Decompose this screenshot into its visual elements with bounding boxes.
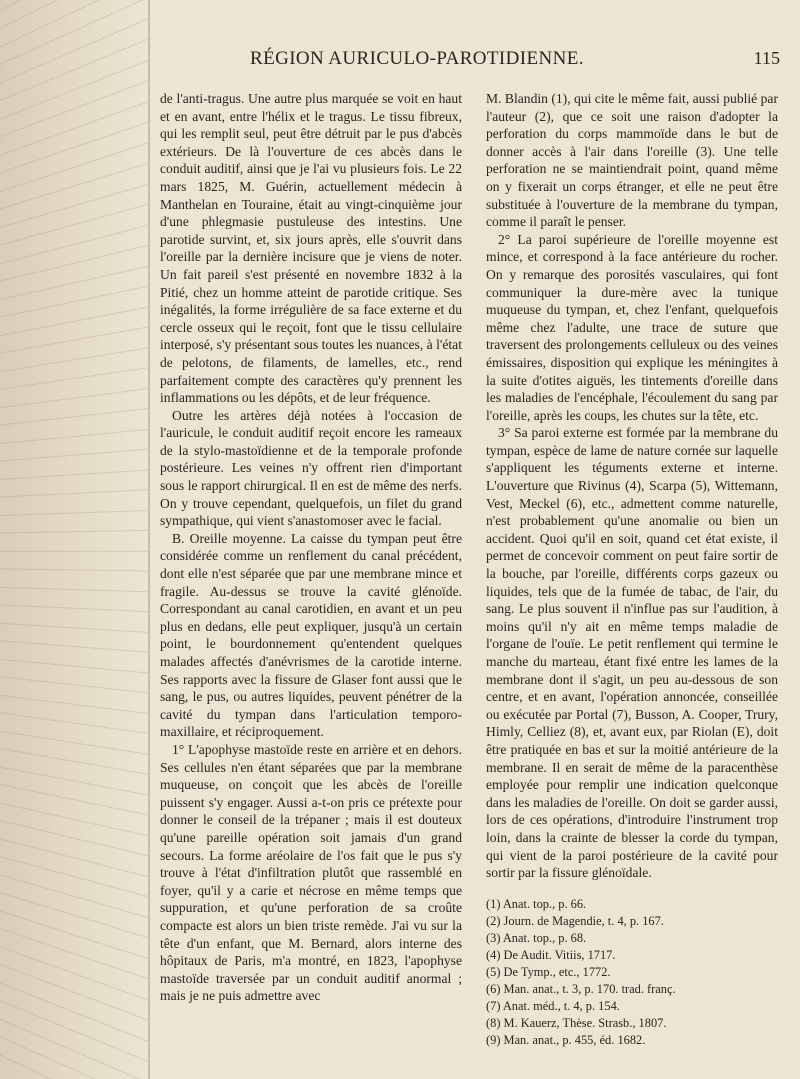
footnote: (9) Man. anat., p. 455, éd. 1682. xyxy=(486,1032,646,1047)
running-title: RÉGION AURICULO-PAROTIDIENNE. xyxy=(250,48,584,69)
footnotes xyxy=(486,896,778,1049)
paragraph: Outre les artères déjà notées à l'occasion de l'auricule, le conduit auditif reçoit encore les rameaux de la stylo-mastoïdienne et de la temporale profonde postérieure. Les veines n'y offrent rien d'important sous le rapport chirurgical. Il en est de même des nerfs. On y trouve cependant, quelquefois, un filet du grand sympathique, qui vient s'anastomoser avec le facial. xyxy=(160,407,462,529)
footnote: (1) Anat. top., p. 66. xyxy=(486,896,587,911)
page-gutter xyxy=(148,0,150,1079)
paragraph: 1° L'apophyse mastoïde reste en arrière et en dehors. Ses cellules n'en étant séparées que par la membrane muqueuse, on conçoit que les abcès de l'oreille puissent s'y engager. Aussi a-t-on pris ce prétexte pour donner le conseil de la trépaner ; mais il est douteux qu'une pareille opération soit jamais d'un grand secours. La forme aréolaire de l'os fait que le pus s'y trouve à l'état d'infiltration plutôt que rassemblé en foyer, qu'il y a carie et nécrose en même temps que suppuration, et qu'une perforation de sa croûte compacte est alors un bien triste remède. J'ai vu sur la tête d'un enfant, que M. Bernard, alors interne des hôpitaux de Paris, m'a montré, en 1823, l'apophyse mastoïde traversée par un conduit auditif anormal ; mais je ne puis admettre avec xyxy=(160,741,462,1004)
bleed-line xyxy=(0,485,150,508)
paragraph: B. Oreille moyenne. La caisse du tympan peut être considérée comme un renflement du canal précédent, dont elle n'est séparée que par une membrane mince et fragile. Au-dessus se trouve la cavité glénoïde. Correspondant au canal carotidien, en avant et un peu plus en dedans, elle peut expliquer, jusqu'à un certain point, le bourdonnement qu'entendent quelques malades affectés d'anévrismes de la carotide interne. Ses rapports avec la fissure de Glaser font aussi que le sang, le pus, ou autres liquides, peuvent pénétrer de la cavité du tympan dans l'articulation temporo-maxillaire, et réciproquement. xyxy=(160,530,462,740)
bleed-line xyxy=(0,568,150,582)
bleed-line xyxy=(0,603,150,625)
footnote: (8) M. Kauerz, Thèse. Strasb., 1807. xyxy=(486,1015,667,1030)
paragraph: de l'anti-tragus. Une autre plus marquée se voit en haut et en avant, entre l'hélix et le tragus. Le tissu fibreux, qui les remplit seul, peut être détruit par le pus d'abcès extérieurs. De là l'ouverture de ces abcès dans le conduit auditif, ainsi que je l'ai vu plusieurs fois. Le 22 mars 1825, M. Guérin, actuellement médecin à Manthelan en Touraine, était au vingt-cinquième jour d'une phlegmasie pustuleuse des intestins. Une parotide survint, et, six jours après, elle s'ouvrit dans l'oreille par la dernière incisure que je viens de noter. Un fait pareil s'est présenté en novembre 1832 à la Pitié, chez un homme atteint de parotide critique. Ses inégalités, la forme irrégulière de sa face externe et du cercle osseux qui le reçoit, font que le tissu cellulaire interposé, s'y présentant sous toutes les nuances, à l'état de pelotons, de filaments, de lamelles, etc., rend parfaitement compte des caractères qu'y prennent les inflammations ou les dépôts, et de leur fréquence. xyxy=(160,91,462,406)
footnote: (5) De Tymp., etc., 1772. xyxy=(486,964,611,979)
right-column xyxy=(486,90,778,1049)
bleed-line xyxy=(0,507,150,526)
page-number: 115 xyxy=(753,48,780,68)
footnote: (7) Anat. méd., t. 4, p. 154. xyxy=(486,998,620,1013)
footnote: (3) Anat. top., p. 68. xyxy=(486,930,587,945)
bleed-line xyxy=(0,586,150,604)
footnote: (6) Man. anat., t. 3, p. 170. trad. franç. xyxy=(486,981,676,996)
paragraph: 3° Sa paroi externe est formée par la membrane du tympan, espèce de lame de nature cornée sur laquelle s'appliquent les téguments externe et interne. L'ouverture que Rivinus (4), Scarpa (5), Wittemann, Vest, Meckel (6), etc., admettent comme naturelle, n'est probablement qu'une anomalie ou bien un accident. Quoi qu'il en soit, quand cet état existe, il permet de concevoir comment on peut faire sortir de la bouche, par l'oreille, différents corps gazeux ou liquides, tels que de la fumée de tabac, de l'air, du sang. Le plus souvent il n'influe pas sur l'audition, à moins qu'il n'y ait en même temps maladie de l'organe de l'ouïe. Le petit renflement qui termine le manche du marteau, étant fixé entre les lames de la membrane dont il s'agit, un peu au-dessous de son centre, et en avant, l'opération annoncée, conseillée ou exécutée par Portal (7), Busson, A. Cooper, Trury, Himly, Celliez (8), et, avant eux, par Riolan (E), doit être pratiquée en bas et sur la moitié antérieure de la membrane. Il en serait de même de la paracenthèse employée pour remplir une indication quelconque dans les maladies de l'oreille. On doit se garder aussi, lors de ces opérations, d'introduire l'instrument trop loin, dans la crainte de blesser la corde du tympan, qui vient de la paroi postérieure de la cavité pour sortir par la fissure glénoïdale. xyxy=(486,425,778,881)
facing-page-bleed xyxy=(0,0,150,1079)
footnote: (2) Journ. de Magendie, t. 4, p. 167. xyxy=(486,913,664,928)
paragraph: M. Blandin (1), qui cite le même fait, aussi publié par l'auteur (2), que ce soit une raison d'adopter la perforation du corps mammoïde dans le but de donner accès à l'air dans l'oreille (3). Une telle perforation ne se maintiendrait point, quand même on y fixerait un corps étranger, et elle ne peut être substituée à l'ouverture de la membrane du tympan, comme il paraît le penser. xyxy=(486,91,778,230)
bleed-line xyxy=(0,550,150,560)
left-column xyxy=(160,90,462,1005)
page-header xyxy=(160,48,780,74)
bleed-line xyxy=(0,528,150,543)
paragraph: 2° La paroi supérieure de l'oreille moyenne est mince, et correspond à la face antérieure du rocher. On y remarque des porosités vasculaires, qui font communiquer la dure-mère avec la tunique muqueuse du tympan, et, chez l'enfant, quelquefois même chez l'adulte, une trace de suture que traversent des prolongements celluleux ou des veines émissaires, disposition qui explique les méningites à la suite d'otites aiguës, les tintements d'oreille dans les maladies de l'encéphale, l'écoulement du sang par l'oreille, après les coups, les chutes sur la tête, etc. xyxy=(486,231,778,423)
footnote: (4) De Audit. Vitiis, 1717. xyxy=(486,947,616,962)
